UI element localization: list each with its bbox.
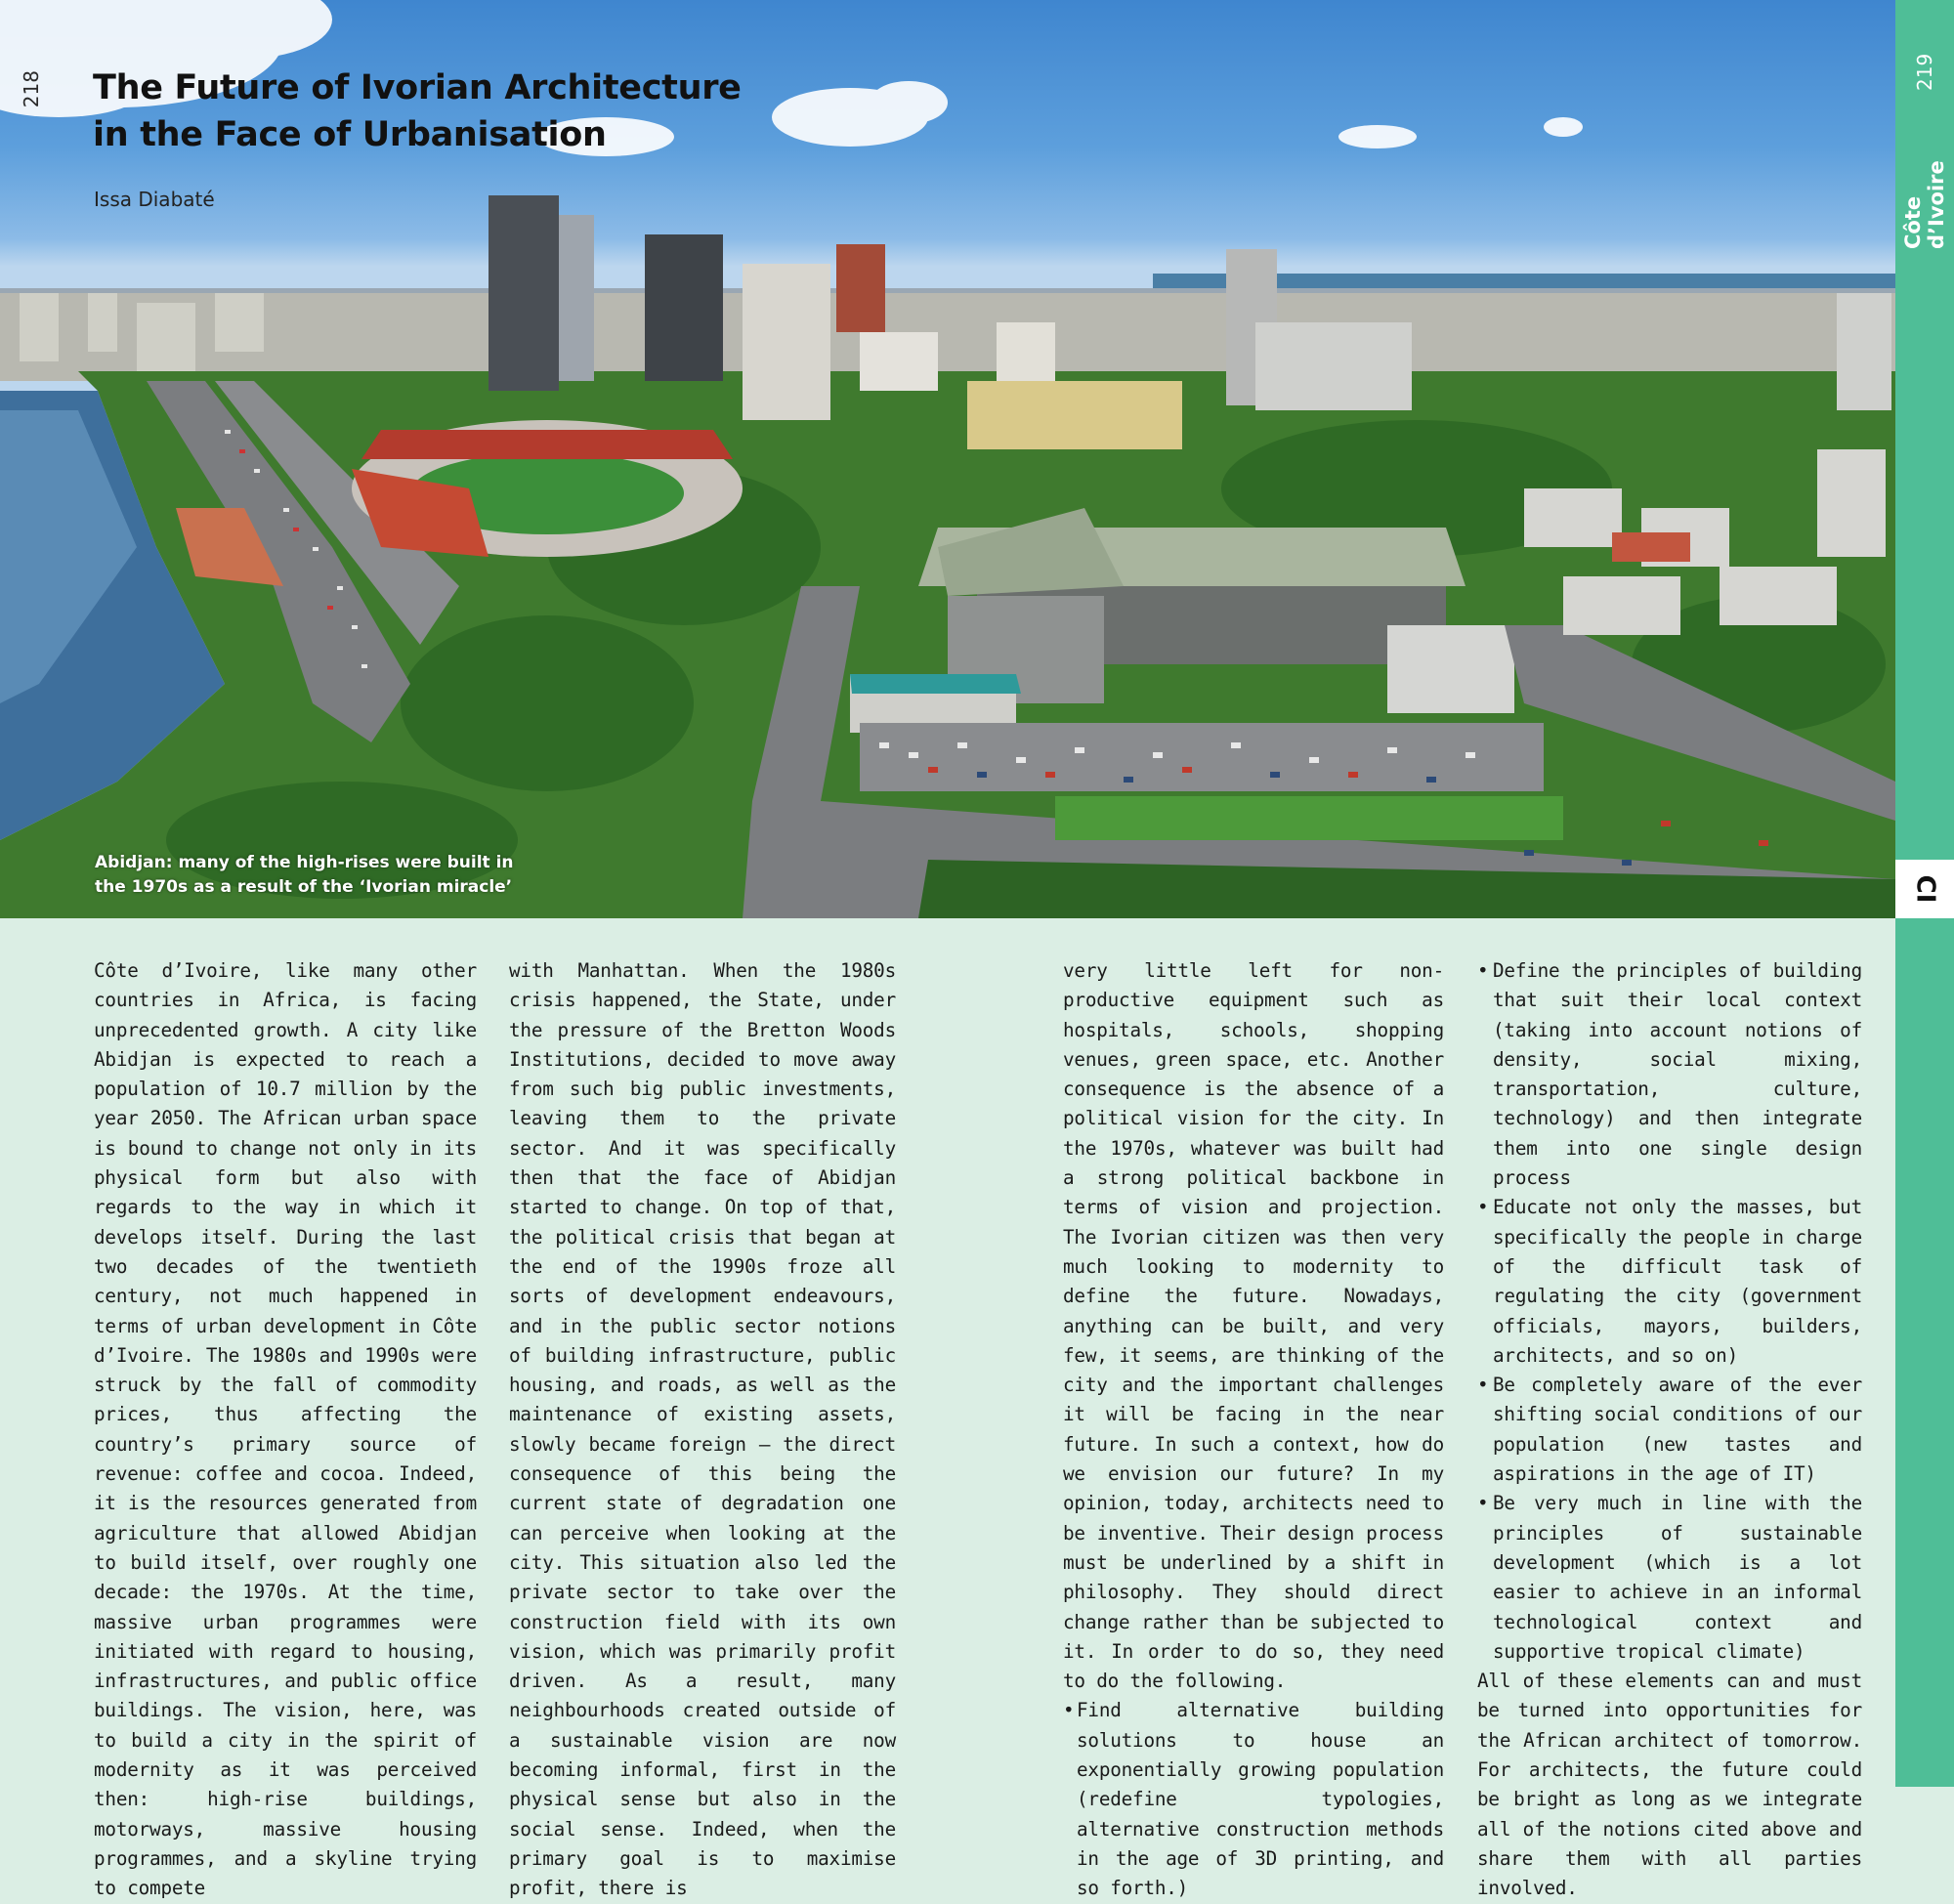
body-column-3 [1063, 956, 1444, 1904]
paragraph: with Manhattan. When the 1980s crisis happened, the State, under the pressure of the Bretton Woods Institutions, decided to move away from such big public investments, leaving them to the private sector. And it was specifically then that the face of Abidjan started to change. On top of that, the political crisis that began at the end of the 1990s froze all sorts of development endeavours, and in the public sector notions of building infrastructure, public housing, and roads, as well as the maintenance of existing assets, slowly became foreign – the direct consequence of this being the current state of degradation one can perceive when looking at the city. This situation also led the private sector to take over the construction field with its own vision, which was primarily profit driven. As a result, many neighbourhoods created outside of a sustainable vision are now becoming informal, first in the physical sense but also in the social sense. Indeed, when the primary goal is to maximise profit, there is [509, 959, 896, 1900]
right-page-number: 219 [1913, 54, 1936, 92]
title-line-2: in the Face of Urbanisation [93, 115, 607, 154]
list-item: • Be very much in line with the principles of sustainable development (which is a lot easier to achieve in an informal technological context and supportive tropical climate) [1477, 1489, 1862, 1667]
body-column-1 [94, 956, 477, 1904]
left-page-number: 218 [20, 70, 43, 108]
section-label: Côte d’Ivoire [1901, 160, 1948, 249]
closing-paragraph: All of these elements can and must be turned into opportunities for the African architect of tomorrow. For architects, the future could be bright as long as we integrate all of the notions cited above and share them with all parties involved. [1477, 1670, 1862, 1900]
caption-line-2: the 1970s as a result of the ‘Ivorian miracle’ [95, 877, 513, 897]
body-column-2 [509, 956, 896, 1904]
country-tab-label: CI [1909, 874, 1939, 904]
bullet-list [1477, 956, 1862, 1667]
bullet-list [1063, 1696, 1444, 1903]
list-item: • Be completely aware of the ever shifting social conditions of our population (new tastes and aspirations in the age of IT) [1477, 1371, 1862, 1489]
paragraph: very little left for non-productive equipment such as hospitals, schools, shopping venues, green space, etc. Another consequence is the absence of a political vision for the city. In the 1970s, whatever was built had a strong political backbone in terms of vision and projection. The Ivorian citizen was then very much looking to modernity to define the future. Nowadays, anything can be built, and very few, it seems, are thinking of the city and the important challenges it will be facing in the near future. In such a context, how do we envision our future? In my opinion, today, architects need to be inventive. Their design process must be underlined by a shift in philosophy. They should direct change rather than be subjected to it. In order to do so, they need to do the following. [1063, 959, 1444, 1693]
title-line-1: The Future of Ivorian Architecture [93, 68, 742, 107]
list-item: • Define the principles of building that suit their local context (taking into account notions of density, social mixing, transportation, culture, technology) and then integrate them into one single design process [1477, 956, 1862, 1193]
list-item: • Educate not only the masses, but specifically the people in charge of the difficult task of regulating the city (government officials, mayors, builders, architects, and so on) [1477, 1193, 1862, 1371]
paragraph: Côte d’Ivoire, like many other countries in Africa, is facing unprecedented growth. A city like Abidjan is expected to reach a population of 10.7 million by the year 2050. The African urban space is bound to change not only in its physical form but also with regards to the way in which it develops itself. During the last two decades of the twentieth century, not much happened in terms of urban development in Côte d’Ivoire. The 1980s and 1990s were struck by the fall of commodity prices, thus affecting the country’s primary source of revenue: coffee and cocoa. Indeed, it is the resources generated from agriculture that allowed Abidjan to build itself, over roughly one decade: the 1970s. At the time, massive urban programmes were initiated with regard to housing, infrastructures, and public office buildings. The vision, here, was to build a city in the spirit of modernity as it was perceived then: high-rise buildings, motorways, massive housing programmes, and a skyline trying to compete [94, 959, 477, 1900]
list-item: • Find alternative building solutions to house an exponentially growing population (redefine typologies, alternative construction methods in the age of 3D printing, and so forth.) [1063, 1696, 1444, 1903]
author-name: Issa Diabaté [94, 188, 215, 211]
caption-line-1: Abidjan: many of the high-rises were built in [95, 853, 514, 872]
article-title [93, 64, 835, 158]
body-column-4 [1477, 956, 1862, 1904]
photo-caption [95, 851, 515, 900]
country-tab [1895, 860, 1954, 918]
section-header [1897, 54, 1952, 249]
